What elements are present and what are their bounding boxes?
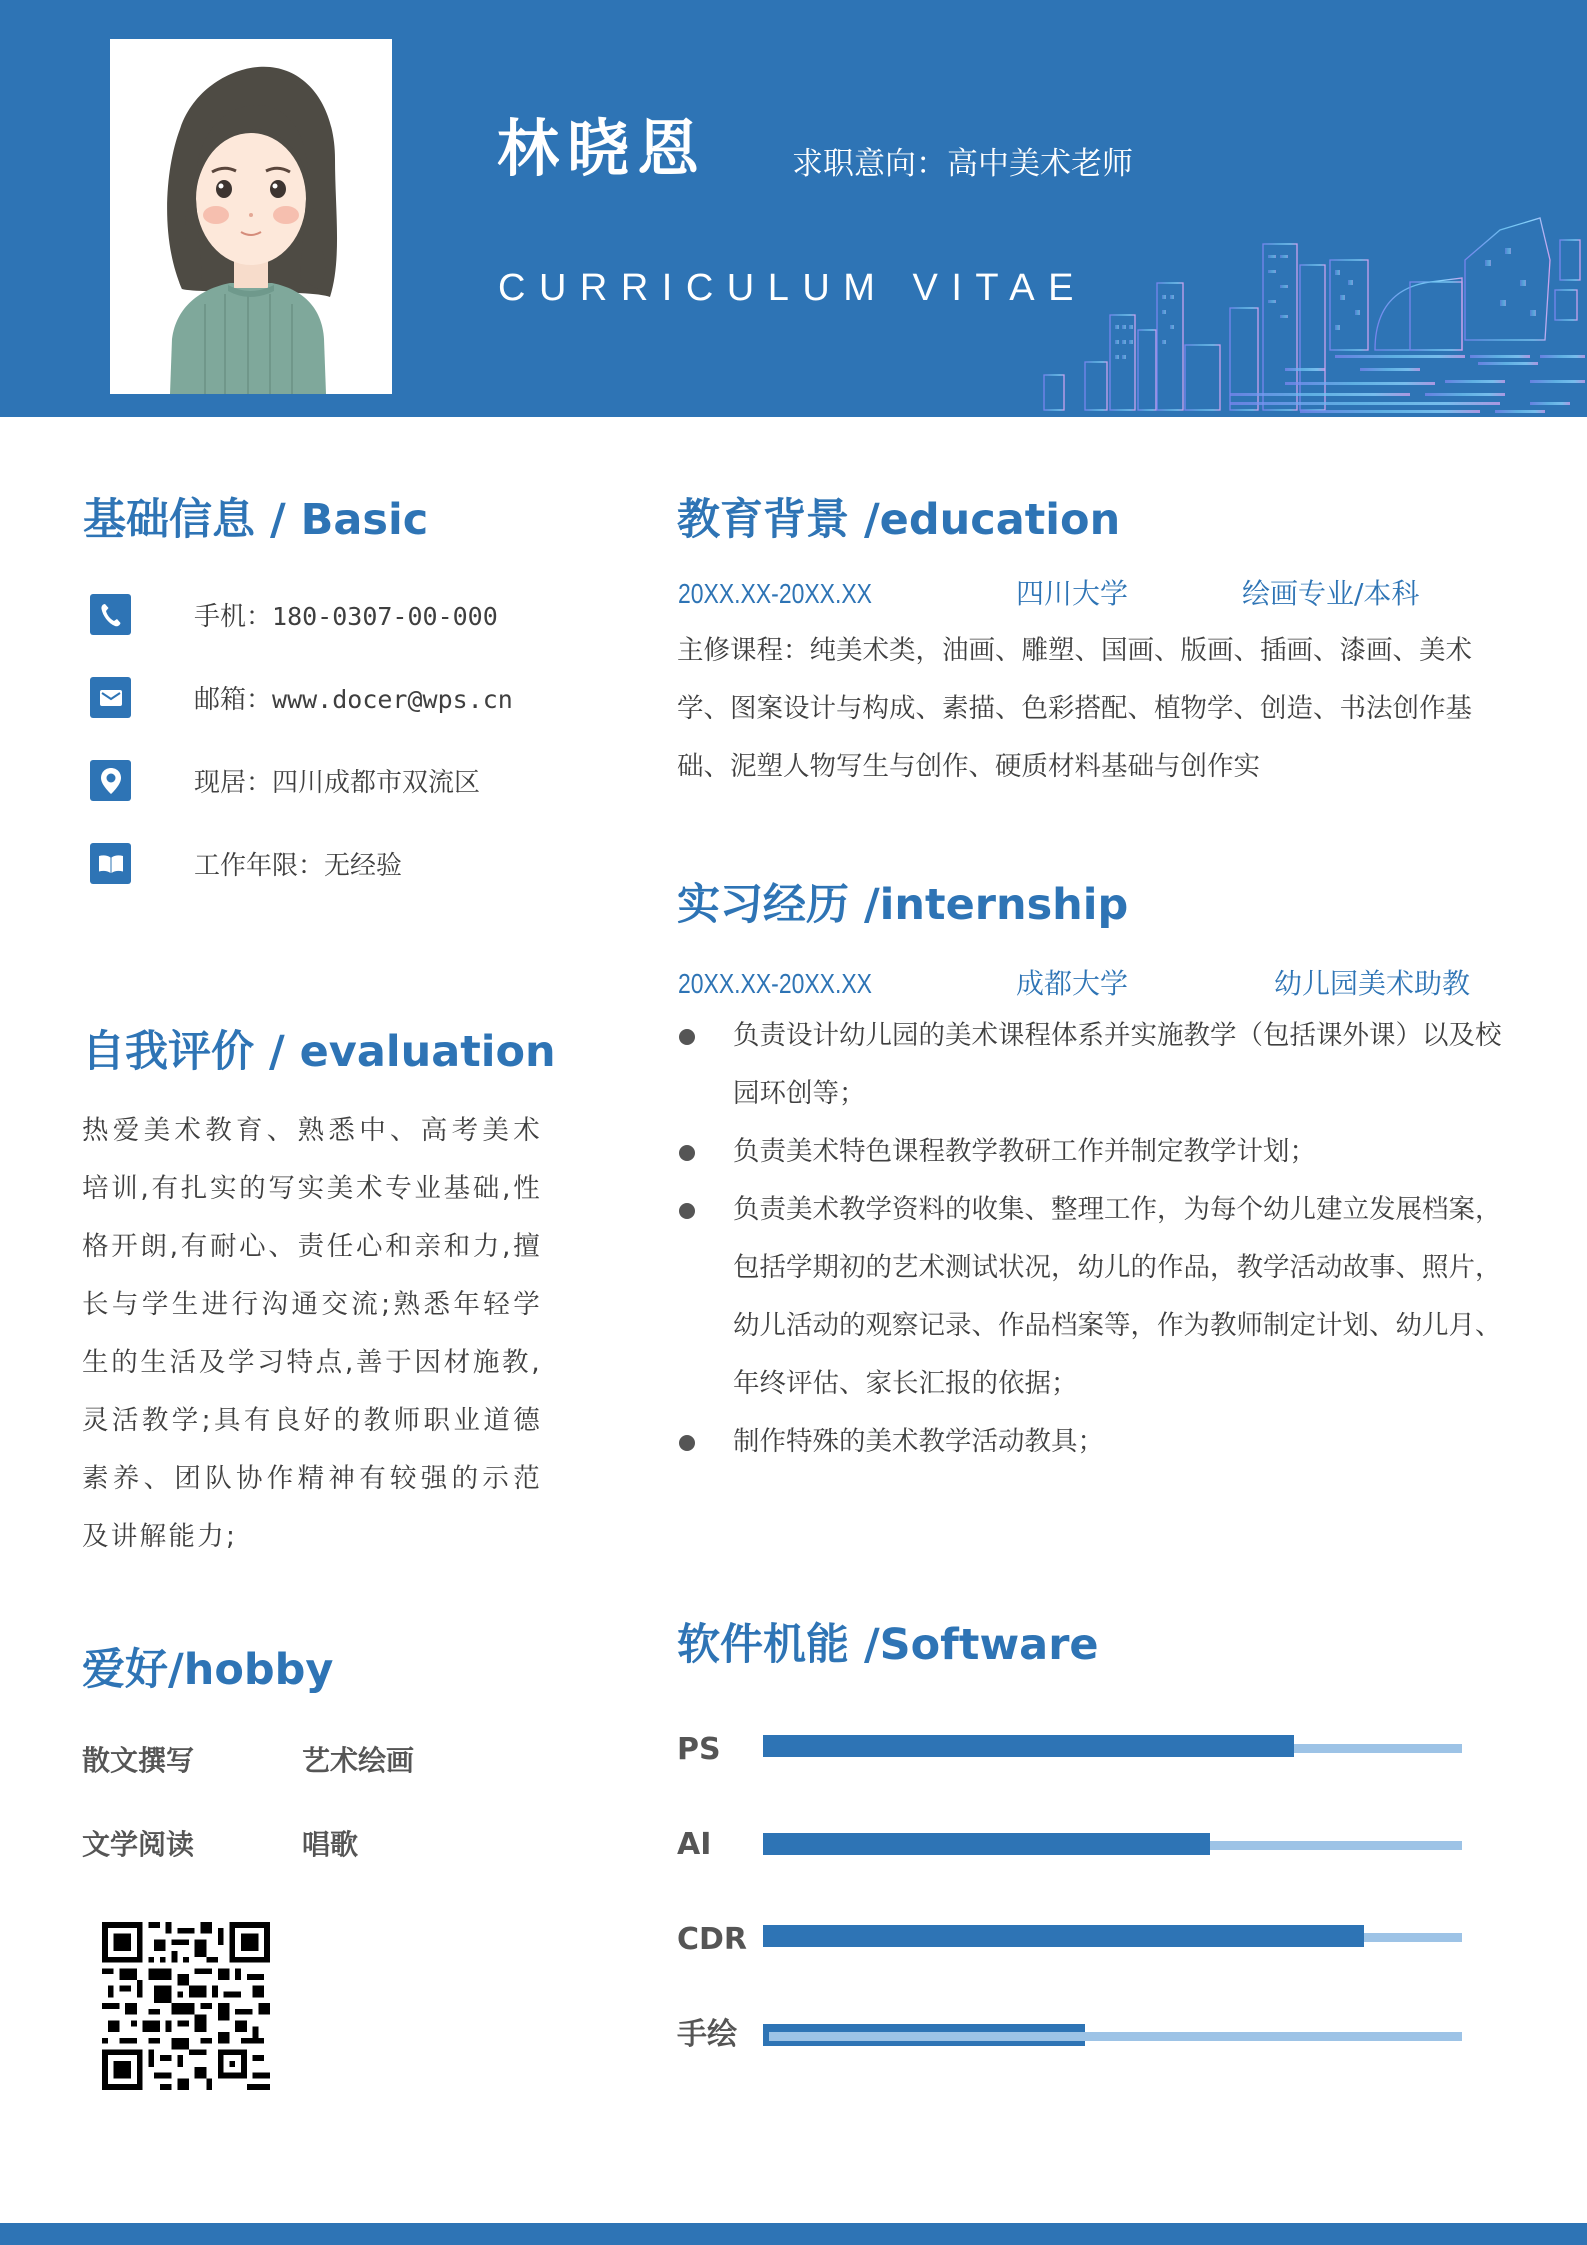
education-school: 四川大学 — [1016, 577, 1129, 610]
skill-label-ps: PS — [677, 1732, 721, 1767]
hobby-item: 艺术绘画 — [302, 1744, 415, 1777]
list-item: 制作特殊的美术教学活动教具； — [677, 1413, 1517, 1471]
section-title-internship: 实习经历 /internship — [677, 880, 1129, 930]
profile-photo — [110, 39, 392, 394]
bullet-icon — [679, 1435, 695, 1451]
skill-bar-ps — [763, 1735, 1294, 1757]
job-objective-label: 求职意向： — [792, 146, 947, 182]
list-item: 负责美术特色课程教学教研工作并制定教学计划； — [677, 1123, 1517, 1181]
header-banner — [0, 0, 1587, 417]
location-pin-icon — [90, 760, 131, 801]
info-row-location — [90, 760, 480, 801]
info-email-text: 邮箱：www.docer@wps.cn — [194, 685, 513, 715]
skill-bar-cdr — [763, 1925, 1364, 1947]
education-date: 20XX.XX-20XX.XX — [678, 578, 872, 609]
section-title-evaluation: 自我评价 / evaluation — [82, 1027, 556, 1077]
location-value: 四川成都市双流区 — [272, 768, 481, 798]
info-row-phone — [90, 594, 498, 635]
bullet-icon — [679, 1145, 695, 1161]
experience-value: 无经验 — [324, 851, 403, 881]
footer-bar — [0, 2223, 1587, 2245]
section-title-education: 教育背景 /education — [677, 495, 1121, 545]
info-location-text: 现居：四川成都市双流区 — [194, 768, 481, 798]
hobby-item: 唱歌 — [302, 1828, 359, 1861]
curriculum-vitae-subtitle: CURRICULUM VITAE — [498, 267, 1087, 309]
info-row-experience — [90, 843, 402, 884]
hobby-item: 散文撰写 — [82, 1744, 195, 1777]
internship-duties-list — [677, 1007, 1517, 1471]
mail-icon — [90, 677, 131, 718]
job-objective — [792, 144, 1133, 184]
qr-code — [102, 1922, 270, 2090]
phone-value: 180-0307-00-000 — [272, 602, 498, 631]
candidate-name: 林晓恩 — [497, 112, 708, 185]
self-evaluation-text: 热爱美术教育、熟悉中、高考美术培训,有扎实的写实美术专业基础,性格开朗,有耐心、责任心和亲和力,擅长与学生进行沟通交流;熟悉年轻学生的生活及学习特点,善于因材施教,灵活教学;具有良好的教师职业道德素养、团队协作精神有较强的示范及讲解能力; — [82, 1115, 542, 1552]
section-title-hobby: 爱好/hobby — [82, 1645, 334, 1695]
book-icon — [90, 843, 131, 884]
skill-label-ai: AI — [677, 1827, 712, 1862]
internship-org: 成都大学 — [1016, 967, 1129, 1000]
list-item: 负责美术教学资料的收集、整理工作，为每个幼儿建立发展档案，包括学期初的艺术测试状况，幼儿的作品，教学活动故事、照片，幼儿活动的观察记录、作品档案等，作为教师制定计划、幼儿月、年终评估、家长汇报的依据； — [677, 1181, 1517, 1413]
info-experience-text: 工作年限：无经验 — [194, 851, 403, 881]
info-row-email — [90, 677, 513, 718]
education-courses: 主修课程：纯美术类，油画、雕塑、国画、版画、插画、漆画、美术学、图案设计与构成、素描、色彩搭配、植物学、创造、书法创作基础、泥塑人物写生与创作、硬质材料基础与创作实 — [677, 635, 1472, 782]
section-title-basic: 基础信息 / Basic — [83, 495, 429, 545]
skill-label-hand-drawing: 手绘 — [677, 2017, 737, 2052]
skill-bar-ai — [763, 1833, 1210, 1855]
list-item: 负责设计幼儿园的美术课程体系并实施教学（包括课外课）以及校园环创等； — [677, 1007, 1517, 1123]
internship-role: 幼儿园美术助教 — [1274, 967, 1471, 1000]
info-phone-text: 手机：180-0307-00-000 — [194, 602, 498, 632]
internship-date: 20XX.XX-20XX.XX — [678, 968, 872, 999]
email-value: www.docer@wps.cn — [272, 685, 513, 714]
bullet-icon — [679, 1203, 695, 1219]
skill-label-cdr: CDR — [677, 1922, 748, 1957]
skill-track-hand-drawing — [769, 2032, 1462, 2041]
city-skyline-illustration — [1030, 200, 1587, 417]
job-objective-value: 高中美术老师 — [947, 146, 1133, 182]
bullet-icon — [679, 1029, 695, 1045]
hobby-item: 文学阅读 — [82, 1828, 195, 1861]
avatar-illustration — [110, 39, 392, 394]
education-major: 绘画专业/本科 — [1242, 577, 1420, 610]
section-title-software: 软件机能 /Software — [677, 1620, 1099, 1670]
phone-icon — [90, 594, 131, 635]
